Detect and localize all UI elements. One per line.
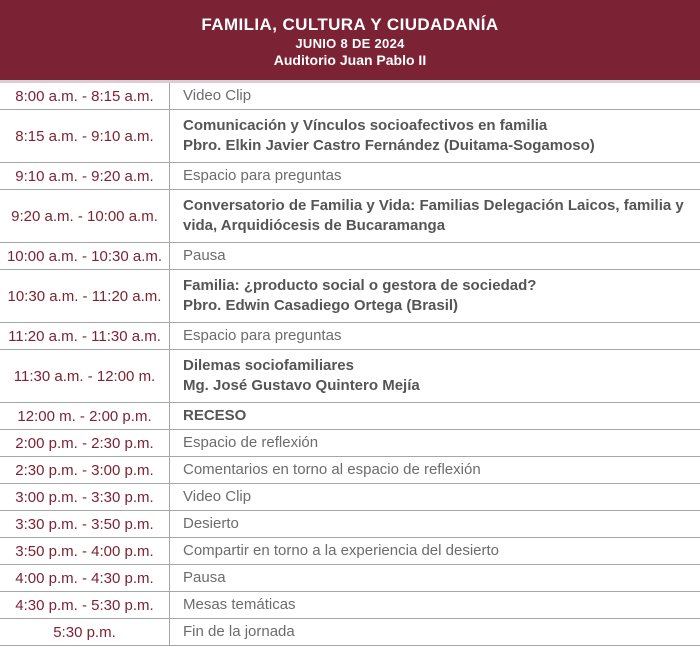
- activity-line: Mg. José Gustavo Quintero Mejía: [183, 377, 420, 394]
- event-title: FAMILIA, CULTURA Y CIUDADANÍA: [201, 14, 499, 34]
- activity-cell: [170, 511, 700, 537]
- activity-line: Desierto: [183, 515, 239, 532]
- time-cell: 2:00 p.m. - 2:30 p.m.: [0, 430, 170, 456]
- activity-line: Espacio de reflexión: [183, 434, 319, 451]
- activity-line: Pbro. Edwin Casadiego Ortega (Brasil): [183, 297, 459, 314]
- time-cell: 9:20 a.m. - 10:00 a.m.: [0, 190, 170, 242]
- schedule-row: [0, 565, 700, 592]
- activity-cell: [170, 243, 700, 269]
- activity-line: Espacio para preguntas: [183, 327, 342, 344]
- schedule-table: [0, 83, 700, 646]
- time-cell: 11:20 a.m. - 11:30 a.m.: [0, 323, 170, 349]
- time-cell: 4:30 p.m. - 5:30 p.m.: [0, 592, 170, 618]
- activity-line: Espacio para preguntas: [183, 167, 342, 184]
- schedule-row: [0, 110, 700, 163]
- time-cell: 5:30 p.m.: [0, 619, 170, 645]
- time-cell: 9:10 a.m. - 9:20 a.m.: [0, 163, 170, 189]
- schedule-row: [0, 538, 700, 565]
- activity-line: Comentarios en torno al espacio de reflexión: [183, 461, 481, 478]
- activity-line: Dilemas sociofamiliares: [183, 357, 354, 374]
- activity-line: RECESO: [183, 407, 247, 424]
- activity-line: Pausa: [183, 569, 226, 586]
- activity-line: Video Clip: [183, 87, 252, 104]
- activity-cell: [170, 83, 700, 109]
- event-venue: Auditorio Juan Pablo II: [273, 51, 427, 68]
- schedule-row: [0, 619, 700, 646]
- schedule-row: [0, 403, 700, 430]
- activity-line: Fin de la jornada: [183, 623, 295, 640]
- schedule-row: [0, 592, 700, 619]
- activity-cell: [170, 190, 700, 242]
- activity-cell: [170, 457, 700, 483]
- header: [0, 0, 700, 80]
- schedule-row: [0, 484, 700, 511]
- activity-line: Pbro. Elkin Javier Castro Fernández (Duitama-Sogamoso): [183, 137, 595, 154]
- time-cell: 10:30 a.m. - 11:20 a.m.: [0, 270, 170, 322]
- time-cell: 11:30 a.m. - 12:00 m.: [0, 350, 170, 402]
- time-cell: 10:00 a.m. - 10:30 a.m.: [0, 243, 170, 269]
- schedule-row: [0, 190, 700, 243]
- event-date: JUNIO 8 DE 2024: [295, 35, 405, 51]
- time-cell: 3:00 p.m. - 3:30 p.m.: [0, 484, 170, 510]
- schedule-row: [0, 243, 700, 270]
- schedule-row: [0, 430, 700, 457]
- activity-cell: [170, 163, 700, 189]
- activity-line: Comunicación y Vínculos socioafectivos en familia: [183, 117, 548, 134]
- activity-line: Mesas temáticas: [183, 596, 296, 613]
- activity-cell: [170, 430, 700, 456]
- schedule-row: [0, 457, 700, 484]
- activity-cell: [170, 403, 700, 429]
- schedule-row: [0, 350, 700, 403]
- time-cell: 3:30 p.m. - 3:50 p.m.: [0, 511, 170, 537]
- activity-cell: [170, 323, 700, 349]
- activity-cell: [170, 270, 700, 322]
- activity-line: Familia: ¿producto social o gestora de sociedad?: [183, 277, 537, 294]
- time-cell: 4:00 p.m. - 4:30 p.m.: [0, 565, 170, 591]
- activity-cell: [170, 592, 700, 618]
- schedule-row: [0, 270, 700, 323]
- activity-cell: [170, 565, 700, 591]
- activity-cell: [170, 350, 700, 402]
- activity-line: Pausa: [183, 247, 226, 264]
- activity-cell: [170, 484, 700, 510]
- time-cell: 8:00 a.m. - 8:15 a.m.: [0, 83, 170, 109]
- time-cell: 2:30 p.m. - 3:00 p.m.: [0, 457, 170, 483]
- activity-line: Conversatorio de Familia y Vida: Familias Delegación Laicos, familia y: [183, 197, 684, 214]
- schedule-row: [0, 323, 700, 350]
- time-cell: 3:50 p.m. - 4:00 p.m.: [0, 538, 170, 564]
- schedule-row: [0, 83, 700, 110]
- schedule-row: [0, 511, 700, 538]
- time-cell: 12:00 m. - 2:00 p.m.: [0, 403, 170, 429]
- activity-cell: [170, 538, 700, 564]
- time-cell: 8:15 a.m. - 9:10 a.m.: [0, 110, 170, 162]
- activity-line: Compartir en torno a la experiencia del desierto: [183, 542, 500, 559]
- activity-cell: [170, 110, 700, 162]
- schedule-row: [0, 163, 700, 190]
- activity-cell: [170, 619, 700, 645]
- activity-line: vida, Arquidiócesis de Bucaramanga: [183, 217, 446, 234]
- activity-line: Video Clip: [183, 488, 252, 505]
